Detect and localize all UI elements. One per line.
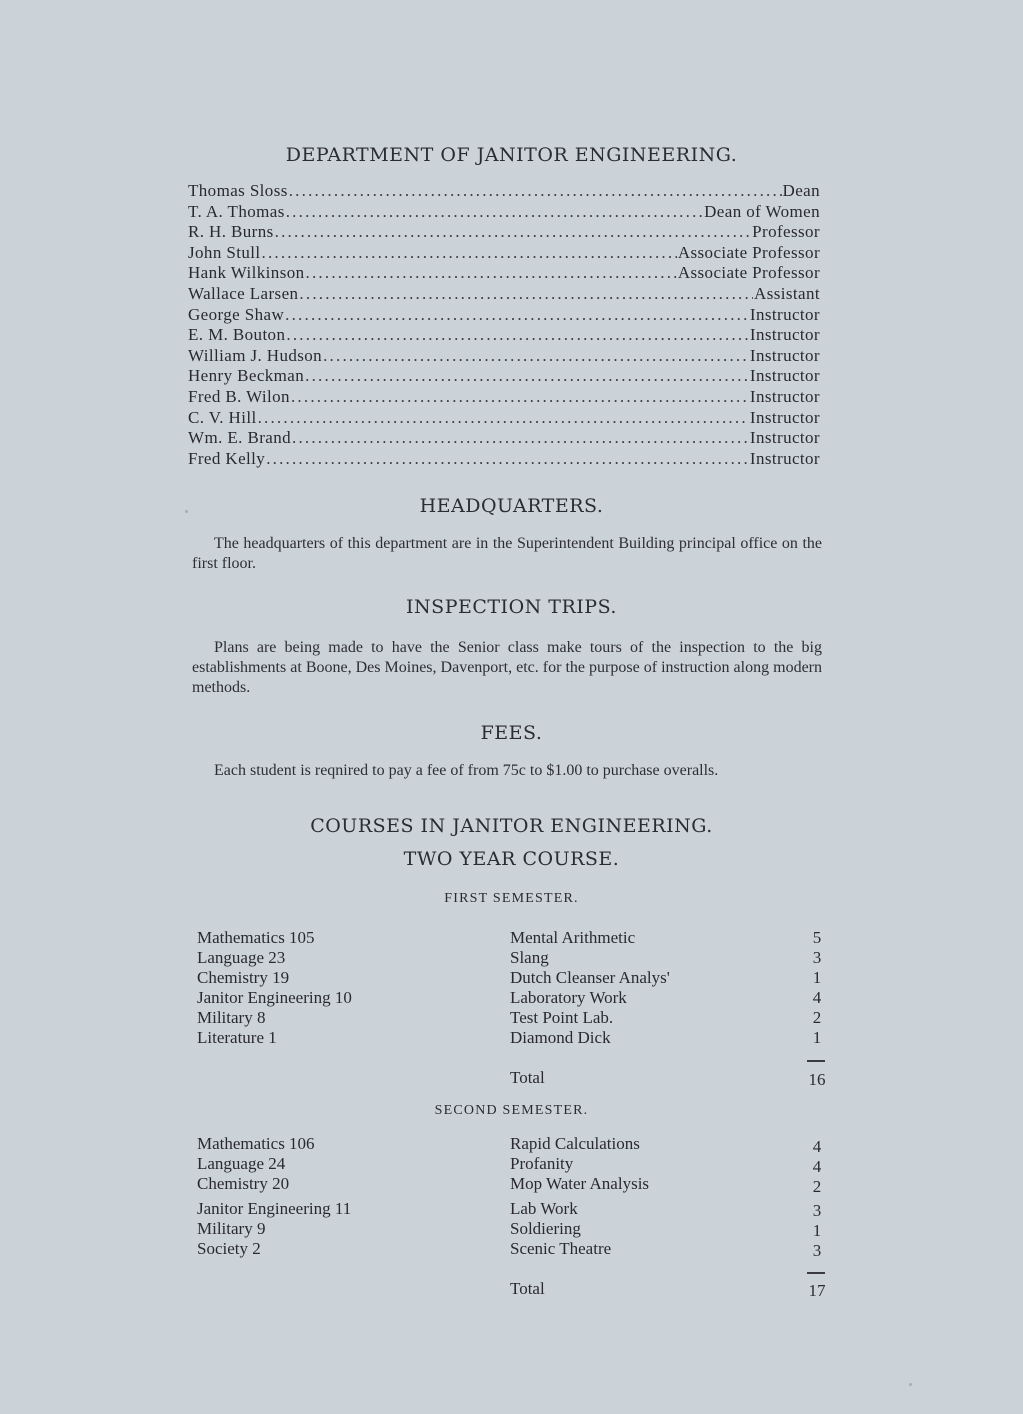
staff-row (188, 428, 820, 449)
courses-subheading: TWO YEAR COURSE. (403, 848, 620, 870)
total-label: Total (510, 1279, 545, 1298)
course-subject: Literature 1 (197, 1028, 277, 1047)
course-subject: Language 24 (197, 1154, 286, 1173)
course-subject: Mathematics 105 (197, 928, 315, 947)
leader-dots (285, 305, 749, 325)
staff-row (188, 325, 820, 346)
course-credits: 4 (812, 1157, 822, 1176)
course-subject: Chemistry 19 (197, 968, 290, 987)
fees-text: Each student is reqnired to pay a fee of from 75c to $1.00 to purchase overalls. (214, 762, 719, 779)
staff-name: Wallace Larsen (188, 283, 299, 303)
staff-title: Instructor (749, 304, 820, 324)
leader-dots (275, 222, 752, 242)
course-credits: 5 (812, 928, 822, 947)
staff-title: Associate Professor (677, 242, 820, 262)
course-row (0, 1008, 1023, 1028)
headquarters-text: The headquarters of this department are in the Superintendent Building principal office on the first floor. (192, 535, 822, 572)
staff-name: William J. Hudson (188, 345, 323, 365)
inspection-text: Plans are being made to have the Senior class make tours of the inspection to the big establishments at Boone, Des Moines, Davenport, etc. for the purpose of instruction along modern methods. (192, 639, 822, 696)
course-row (0, 948, 1023, 968)
total-row (0, 1068, 1023, 1088)
staff-title: Dean (782, 181, 820, 200)
total-rule (807, 1272, 825, 1274)
inspection-heading: INSPECTION TRIPS. (406, 596, 617, 618)
course-credits: 3 (812, 1241, 822, 1260)
staff-name: George Shaw (188, 304, 285, 324)
leader-dots (306, 263, 677, 283)
staff-title: Instructor (749, 366, 820, 386)
course-topic: Lab Work (510, 1199, 578, 1218)
course-topic: Mental Arithmetic (510, 928, 636, 947)
paper-speck (909, 1383, 912, 1386)
staff-title: Associate Professor (677, 263, 820, 283)
staff-title: Dean of Women (704, 201, 820, 221)
course-topic: Laboratory Work (510, 988, 627, 1007)
staff-row (188, 222, 820, 243)
course-topic: Soldiering (510, 1219, 581, 1238)
leader-dots (289, 181, 782, 201)
course-row (0, 1199, 1023, 1219)
leader-dots (305, 366, 749, 386)
staff-row (188, 449, 820, 470)
course-subject: Janitor Engineering 10 (197, 988, 352, 1007)
course-subject: Mathematics 106 (197, 1134, 315, 1153)
leader-dots (291, 387, 749, 407)
course-subject: Janitor Engineering 11 (197, 1199, 352, 1218)
staff-row (188, 366, 820, 387)
staff-name: Thomas Sloss (188, 181, 288, 200)
leader-dots (292, 428, 749, 448)
staff-name: John Stull (188, 242, 261, 262)
course-topic: Slang (510, 948, 549, 967)
course-subject: Military 9 (197, 1219, 266, 1238)
leader-dots (258, 408, 749, 428)
staff-row (188, 202, 820, 223)
total-label: Total (510, 1068, 545, 1087)
total-credits: 16 (808, 1070, 826, 1089)
leader-dots (299, 284, 753, 304)
staff-name: Wm. E. Brand (188, 428, 291, 448)
course-topic: Test Point Lab. (510, 1008, 614, 1027)
course-row (0, 1028, 1023, 1048)
course-row (0, 1154, 1023, 1174)
staff-row (188, 408, 820, 429)
staff-title: Instructor (749, 407, 820, 427)
staff-title: Instructor (749, 325, 820, 345)
staff-row (188, 284, 820, 305)
leader-dots (266, 449, 749, 469)
total-rule (807, 1060, 825, 1062)
total-credits: 17 (808, 1281, 826, 1300)
course-row (0, 988, 1023, 1008)
department-title: DEPARTMENT OF JANITOR ENGINEERING. (285, 144, 738, 166)
courses-heading: COURSES IN JANITOR ENGINEERING. (310, 815, 713, 837)
staff-row (188, 181, 820, 202)
course-row (0, 968, 1023, 988)
total-row (0, 1279, 1023, 1299)
staff-title: Instructor (749, 345, 820, 365)
staff-name: T. A. Thomas (188, 201, 285, 221)
staff-name: Fred B. Wilon (188, 386, 290, 406)
course-row (0, 1219, 1023, 1239)
course-topic: Scenic Theatre (510, 1239, 612, 1258)
staff-title: Professor (752, 222, 820, 242)
second-semester-label: SECOND SEMESTER. (434, 1103, 589, 1118)
course-subject: Military 8 (197, 1008, 266, 1027)
paper-speck (185, 510, 188, 513)
staff-list (188, 181, 820, 469)
course-subject: Society 2 (197, 1239, 261, 1258)
staff-name: C. V. Hill (188, 407, 257, 427)
staff-row (188, 263, 820, 284)
course-row (0, 1134, 1023, 1154)
fees-heading: FEES. (480, 722, 543, 744)
course-subject: Language 23 (197, 948, 286, 967)
course-credits: 4 (812, 1137, 822, 1156)
course-row (0, 1239, 1023, 1259)
course-credits: 3 (812, 1201, 822, 1220)
course-credits: 2 (812, 1008, 822, 1027)
staff-title: Instructor (749, 386, 820, 406)
course-row (0, 928, 1023, 948)
course-row (0, 1174, 1023, 1194)
headquarters-heading: HEADQUARTERS. (419, 495, 604, 517)
course-credits: 4 (812, 988, 822, 1007)
first-semester-label: FIRST SEMESTER. (444, 891, 579, 906)
staff-name: E. M. Bouton (188, 325, 286, 345)
course-topic: Diamond Dick (510, 1028, 611, 1047)
course-credits: 3 (812, 948, 822, 967)
course-subject: Chemistry 20 (197, 1174, 290, 1193)
staff-title: Instructor (749, 448, 820, 468)
course-credits: 1 (812, 968, 822, 987)
staff-name: Hank Wilkinson (188, 263, 305, 283)
staff-row (188, 243, 820, 264)
staff-name: R. H. Burns (188, 222, 274, 242)
staff-row (188, 387, 820, 408)
staff-row (188, 305, 820, 326)
course-topic: Dutch Cleanser Analys' (510, 968, 670, 987)
course-topic: Rapid Calculations (510, 1134, 640, 1153)
staff-name: Fred Kelly (188, 448, 266, 468)
course-credits: 1 (812, 1221, 822, 1240)
staff-title: Instructor (749, 428, 820, 448)
course-credits: 1 (812, 1028, 822, 1047)
leader-dots (286, 202, 703, 222)
course-topic: Mop Water Analysis (510, 1174, 650, 1193)
leader-dots (323, 346, 749, 366)
leader-dots (286, 325, 749, 345)
course-topic: Profanity (510, 1154, 574, 1173)
leader-dots (262, 243, 677, 263)
course-credits: 2 (812, 1177, 822, 1196)
staff-name: Henry Beckman (188, 366, 305, 386)
staff-row (188, 346, 820, 367)
staff-title: Assistant (754, 283, 820, 303)
